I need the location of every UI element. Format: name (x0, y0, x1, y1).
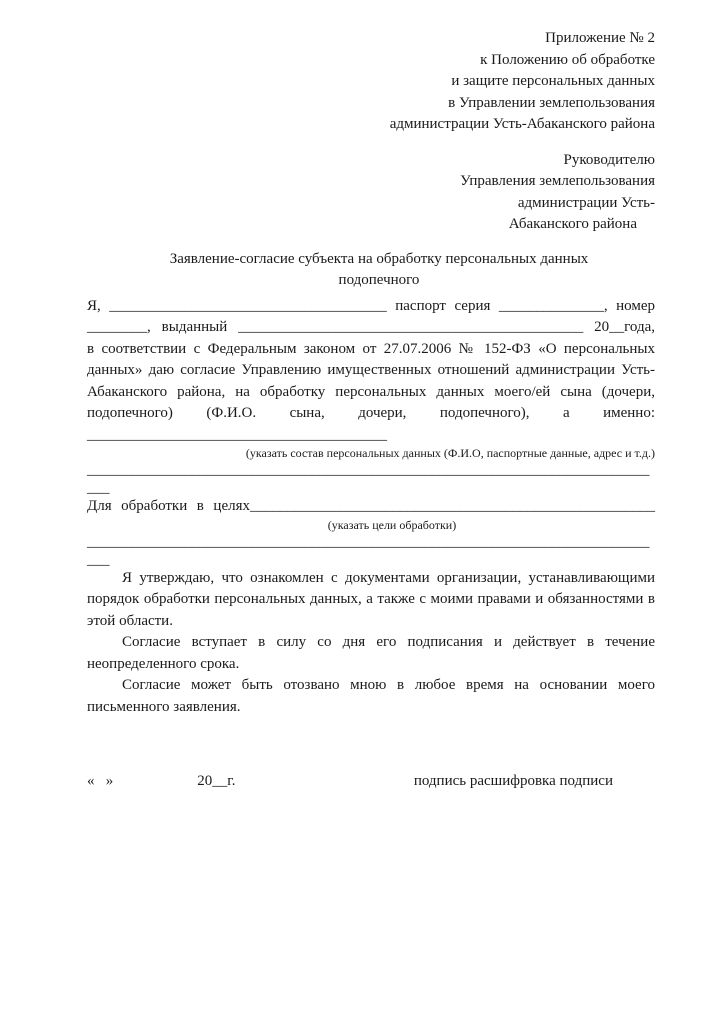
validity-line-1: Согласие вступает в силу со дня его подписания и действует в течение (122, 634, 655, 650)
acknowledgement-line-1: Я утверждаю, что ознакомлен с документами организации, устанавливающими (122, 569, 655, 586)
acknowledgement-line-2: порядок обработки персональных данных, а также с моими правами и обязанностями в (87, 591, 655, 607)
acknowledgement-line-3: этой области. (87, 612, 173, 629)
addressee-block (87, 150, 655, 236)
addressee-line-3: администрации Усть- (517, 194, 655, 211)
document-title-line-2: подопечного (338, 272, 420, 288)
statement-line-law: в соответствии с Федеральным законом от 27.07.2006 № 152-ФЗ «О персональных (87, 340, 655, 357)
validity-line-2: неопределенного срока. (87, 655, 240, 672)
signature-row (87, 771, 655, 793)
appendix-header-line-3: и защите персональных данных (451, 73, 655, 89)
blank-fill-tail-1: ___ (87, 480, 110, 496)
blank-fill-line-2: ___________________________________________________________________________ (87, 533, 650, 550)
revocation-line-1: Согласие может быть отозвано мною в любое время на основании моего (122, 677, 655, 693)
revocation-line-2: письменного заявления. (87, 698, 241, 715)
appendix-header-line-2: к Положению об обработке (480, 51, 655, 68)
addressee-line-1: Руководителю (563, 151, 655, 168)
addressee-line-2: Управления землепользования (460, 173, 655, 189)
blank-line-data: ________________________________________ (87, 426, 387, 443)
document-title-line-1: Заявление-согласие субъекта на обработку персональных данных (169, 250, 589, 267)
revocation-paragraph (87, 675, 655, 718)
date-year: 20__г. (197, 773, 236, 789)
blank-fill-tail-2: ___ (87, 551, 110, 568)
appendix-header-line-4: в Управлении землепользования (448, 94, 655, 111)
statement-line-name-passport: Я, _____________________________________ паспорт серия ______________, номер (87, 297, 655, 314)
statement-line-ward: подопечного) (Ф.И.О. сына, дочери, подопечного), а именно: (87, 405, 655, 421)
statement-line-issued: ________, выданный ______________________________________________ 20__года, (87, 319, 655, 335)
signature-caption: подпись расшифровка подписи (413, 773, 613, 789)
data-composition-caption: (указать состав персональных данных (Ф.И.О, паспортные данные, адрес и т.д.) (245, 446, 655, 460)
acknowledgement-paragraph (87, 568, 655, 633)
processing-purpose-caption: (указать цели обработки) (327, 517, 457, 532)
validity-paragraph (87, 632, 655, 675)
document-title (87, 249, 655, 292)
addressee-line-4: Абаканского района (508, 216, 637, 232)
statement-line-consent: данных» даю согласие Управлению имущественных отношений администрации Усть- (87, 362, 655, 378)
date-quotes: « » (87, 773, 114, 789)
processing-purpose-line: Для обработки в целях______________________________________________________ (87, 498, 655, 514)
blank-fill-line-1: ___________________________________________________________________________ (87, 462, 650, 478)
appendix-header-line-5: администрации Усть-Абаканского района (389, 116, 655, 132)
consent-statement-paragraph (87, 296, 655, 447)
appendix-header (87, 28, 655, 136)
appendix-header-line-1: Приложение № 2 (545, 30, 655, 46)
statement-line-district: Абаканского района, на обработку персональных данных моего/ей сына (дочери, (87, 383, 655, 400)
